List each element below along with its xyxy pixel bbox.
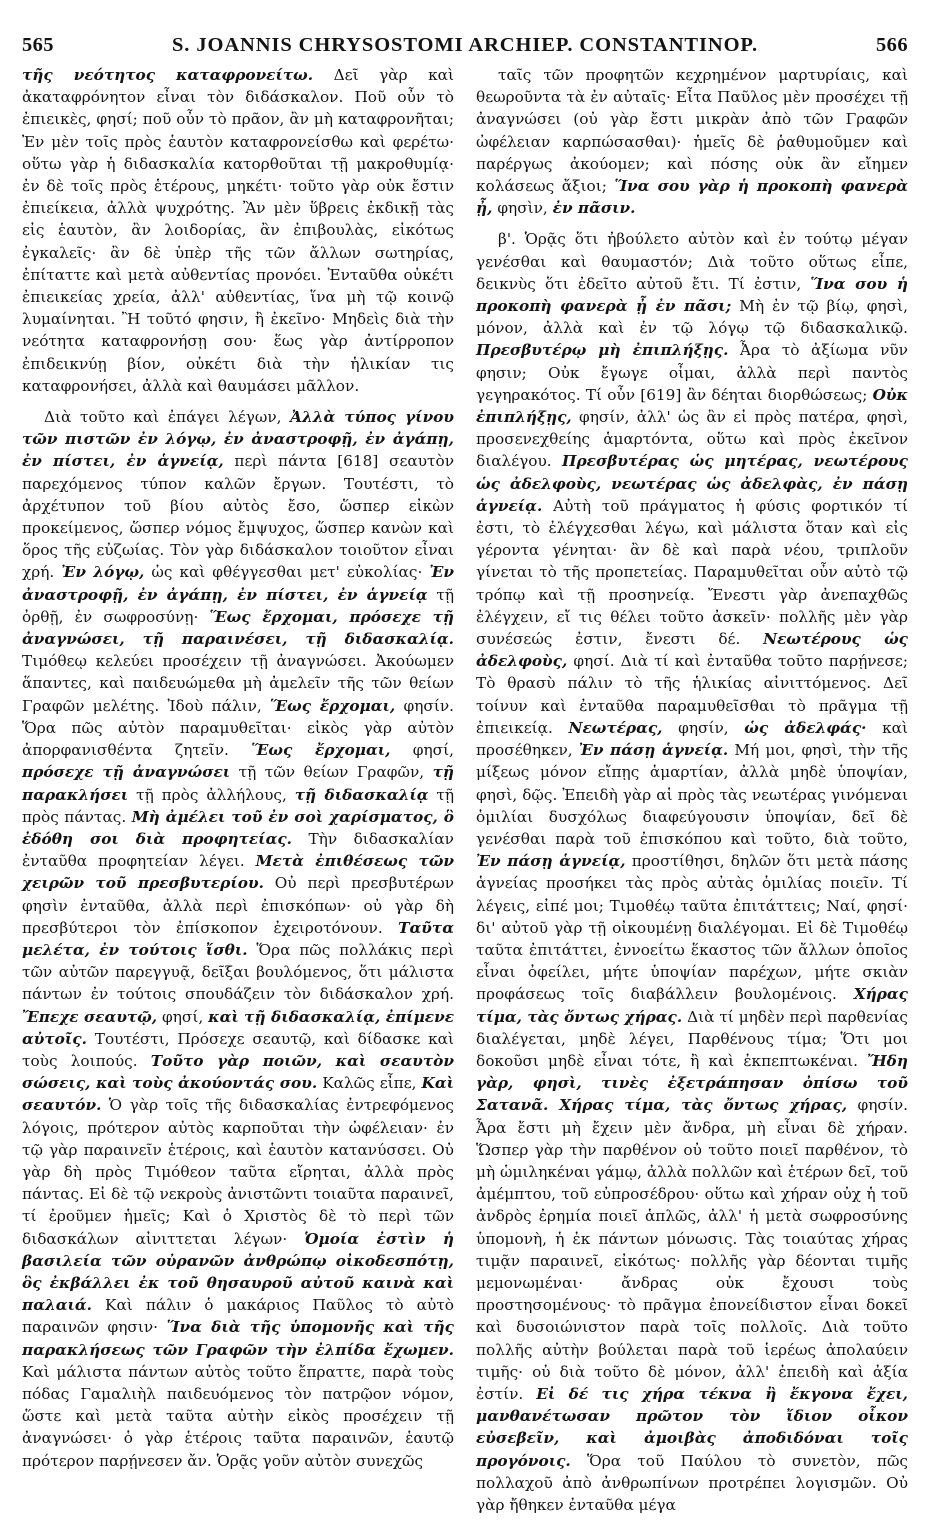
scripture-quote: ὡς ἀδελφάς·	[744, 718, 867, 737]
commentary-text: Ὅρα τοῦ Παύλου τὸ συνετὸν, πῶς πολλαχοῦ ἀπὸ ἀνθρωπίνων προτρέπει λογισμῶν. Οὐ γὰρ ἤθηκεν ἐνταῦθα μέγα	[476, 1451, 908, 1514]
scripture-quote: Μὴ ἀμέλει τοῦ ἐν σοὶ χαρίσματος, ὃ ἐδόθη σοι διὰ προφητείας.	[22, 807, 454, 848]
scripture-quote: Ἵνα διὰ τῆς ὑπομονῆς καὶ τῆς παρακλήσεως τῶν Γραφῶν τὴν ἐλπίδα ἔχωμεν.	[22, 1318, 454, 1359]
right-column-paragraph	[476, 228, 908, 1516]
commentary-text: Τιμόθεῳ κελεύει προσέχειν τῇ ἀναγνώσει. Ἀκούωμεν ἅπαντες, καὶ παιδευώμεθα μὴ ἀμελεῖν τῆς τῶν θείων Γραφῶν μελέτης. Ἰδοὺ πάλιν,	[22, 652, 454, 715]
scripture-quote: τῇ διδασκαλίᾳ	[294, 785, 429, 804]
right-column-paragraph	[476, 64, 908, 219]
scripture-quote: Ταῦτα μελέτα, ἐν τούτοις ἴσθι.	[22, 918, 454, 959]
scripture-quote: τῇ παρακλήσει	[22, 763, 454, 804]
running-header	[22, 34, 908, 60]
scripture-quote: Πρεσβυτέρῳ μὴ ἐπιπλήξῃς.	[476, 341, 729, 360]
commentary-text: τῇ πρὸς ἀλλήλους,	[128, 785, 295, 804]
commentary-text: Ὁ γὰρ τοῖς τῆς διδασκαλίας ἐντρεφόμενος λόγοις, πρότερον αὐτὸς καρποῦται τὴν ὠφέλειαν· ἐν τῷ γὰρ παραινεῖν ἑτέροις, καὶ ἑαυτὸν κατανύσσει. Οὐ γὰρ δὴ πρὸς Τιμόθεον ταῦτα εἴρηται, ἀλλὰ πρὸς πάντας. Εἰ δὲ τῷ νεκροὺς ἀνιστῶντι τοιαῦτα παραινεῖ, τί ἐροῦμεν ἡμεῖς; Καὶ ὁ Χριστὸς δὲ τὸ περὶ τῶν διδασκάλων αἰνιττεται λέγων·	[22, 1096, 454, 1248]
commentary-text: τῇ τῶν θείων Γραφῶν,	[230, 763, 433, 782]
scripture-quote: Εἰ δέ τις χήρα τέκνα ἢ ἔκγονα ἔχει, μανθανέτωσαν πρῶτον τὸν ἴδιον οἶκον εὐσεβεῖν, καὶ ἀμοιβὰς ἀποδιδόναι τοῖς προγόνοις.	[476, 1384, 908, 1470]
commentary-text: φησὶν,	[492, 199, 553, 218]
commentary-text: Τουτέστι, Πρόσεχε σεαυτῷ, καὶ δίδασκε καὶ τοὺς λοιπούς.	[22, 1029, 454, 1070]
left-column-paragraph	[22, 406, 454, 1472]
commentary-text: καὶ προσέθηκεν,	[476, 718, 908, 760]
commentary-text: Ἆρα τὸ ἀξίωμα νῦν φησιν; Οὐκ ἔγωγε οἶμαι, ἀλλὰ περὶ παντὸς γεγηρακότος. Τί οὖν [619] ἂν δέηται διορθώσεως;	[476, 341, 908, 404]
scripture-quote: πρόσεχε τῇ ἀναγνώσει	[22, 763, 231, 782]
page-number-right: 566	[876, 34, 908, 56]
commentary-text: φησίν. Ὅρα πῶς αὐτὸν παραμυθεῖται· εἰκὸς γὰρ αὐτὸν ἀπορφανισθέντα ζητεῖν.	[22, 696, 454, 760]
scripture-quote: Ἵνα σου γὰρ ἡ προκοπὴ φανερὰ ᾖ,	[476, 177, 908, 218]
right-column	[476, 64, 908, 1516]
commentary-text: προστίθησι, δηλῶν ὅτι μετὰ πάσης ἁγνείας προσήκει τὰς πρὸς αὐτὰς ὁμιλίας ποιεῖν. Τί λέγεις, εἰπέ μοι; Τιμοθέῳ ταῦτα ἐπιτάττεις; Ναί, φησί· δι' αὐτοῦ γὰρ τῇ οἰκουμένῃ διαλέγομαι. Εἰ δὲ Τιμοθέῳ ταῦτα ἐπιτάττει, ἐννοείτω ἕκαστος τῶν ἄλλων ὁποῖος εἶναι ὀφείλει, μήτε ὑποψίαν παρέχων, μήτε σκιὰν προφάσεως τοῖς διαβάλλειν βουλομένοις.	[476, 852, 909, 1004]
scripture-quote: Καὶ σεαυτόν.	[22, 1074, 454, 1115]
scripture-quote: Ἐν πάσῃ ἁγνείᾳ,	[476, 852, 626, 871]
commentary-text: Τὴν διδασκαλίαν ἐνταῦθα προφητείαν λέγει.	[22, 829, 454, 871]
scripture-quote: Ἐν πάσῃ ἁγνείᾳ.	[578, 741, 729, 760]
commentary-text: Δεῖ γὰρ καὶ ἀκαταφρόνητον εἶναι τὸν διδάσκαλον. Ποῦ οὖν τὸ ἐπιεικὲς, φησί; ποῦ οὖν τὸ πρᾶον, ἂν μὴ καταφρονῆται; Ἐν μὲν τοῖς πρὸς ἑαυτὸν καταφρονείσθω καὶ φερέτω· οὕτω γὰρ ἡ διδασκαλία κατορθοῦται τῇ μακροθυμίᾳ· ἐν δὲ τοῖς πρὸς ἑτέρους, μηκέτι· τοῦτο γὰρ οὐκ ἔστιν ἐπιείκεια, ἀλλὰ ψυχρότης. Ἂν μὲν ὕβρεις ἐκδικῇ τὰς εἰς ἑαυτὸν, ἂν λοιδορίας, ἂν ἐπιβουλὰς, εἰκότως ἐγκαλεῖς· ἂν δὲ ὑπὲρ τῆς τῶν ἄλλων σωτηρίας, ἐπίταττε καὶ μετὰ αὐθεντίας προνόει. Ἐνταῦθα οὐκέτι ἐπιεικείας χρεία, ἀλλ' αὐθεντίας, ἵνα μὴ τῷ κοινῷ λυμαίνηται. Ἢ τοῦτό φησιν, ἢ ἐκεῖνο· Μηδεὶς διὰ τὴν νεότητα καταφρονήσῃ σου· ἕως γὰρ ἀντίρροπον ἐπιδεικνύῃ βίον, οὐκέτι διὰ τὴν ἡλικίαν τις καταφρονήσει, ἀλλὰ καὶ θαυμάσει μᾶλλον.	[22, 66, 454, 395]
commentary-text: Διὰ τοῦτο καὶ ἐπάγει λέγων,	[44, 408, 291, 427]
commentary-text: Καὶ μάλιστα πάντων αὐτὸς τοῦτο ἔπραττε, παρὰ τοὺς πόδας Γαμαλιὴλ παιδευόμενος τὸν πατρῷον νόμον, ὥστε καὶ μετὰ ταῦτα αὐτὴν εἰκὸς προσέχειν τῇ ἀναγνώσει· ὁ γὰρ ἑτέροις ταῦτα παραινῶν, ἑαυτῷ πρότερον παρῄνεσεν ἄν. Ὁρᾷς γοῦν αὐτὸν συνεχῶς	[22, 1362, 454, 1470]
commentary-text: φησί,	[157, 1007, 209, 1026]
scripture-quote: Ὁμοία ἐστὶν ἡ βασιλεία τῶν οὐρανῶν ἀνθρώπῳ οἰκοδεσπότῃ, ὃς ἐκβάλλει ἐκ τοῦ θησαυροῦ αὐτοῦ καινὰ καὶ παλαιά.	[22, 1229, 454, 1315]
commentary-text: Ὅρα πῶς πολλάκις περὶ τῶν αὐτῶν παρεγγυᾷ, δεῖξαι βουλόμενος, ὅτι μάλιστα πάντων ἐν τούτοις σπουδάζειν τὸν διδάσκαλον χρή.	[22, 940, 454, 1004]
left-column	[22, 64, 454, 1516]
two-column-body	[22, 64, 908, 1516]
commentary-text: φησίν,	[662, 718, 745, 737]
commentary-text: φησί. Διὰ τί καὶ ἐνταῦθα τοῦτο παρῄνεσε; Τὸ θρασὺ πάλιν τὸ τῆς ἡλικίας αἰνιττόμενος. Δεῖ τοίνυν καὶ ἐνταῦθα παραμυθεῖσθαι τὸ πρᾶγμα τῇ ἐπιεικείᾳ.	[476, 652, 908, 737]
commentary-text: τῇ ὀρθῇ, ἐν σωφροσύνῃ·	[22, 585, 454, 626]
commentary-text: φησί,	[390, 741, 454, 760]
commentary-text: Αὐτὴ τοῦ πράγματος ἡ φύσις φορτικόν τί ἐστι, τὸ ἐλέγχεσθαι λέγω, καὶ μάλιστα ὅταν καὶ εἰς γέροντα γένηται· ἂν δὲ καὶ παρὰ νέου, τριπλοῦν γίνεται τὸ τῆς προπετείας. Παραμυθεῖται οὖν αὐτὸ τῷ τρόπῳ καὶ τῇ προσηνείᾳ. Ἔνεστι γὰρ ἀνεπαχθῶς ἐλέγχειν, εἴ τις θέλει τοῦτο ἀσκεῖν· πολλῆς μὲν γὰρ συνέσεώς ἐστιν, ἔνεστι δέ.	[476, 496, 908, 649]
scripture-quote: Ἐν λόγῳ,	[61, 563, 145, 582]
scripture-quote: Μετὰ ἐπιθέσεως τῶν χειρῶν τοῦ πρεσβυτερίου.	[22, 852, 455, 893]
commentary-text: Μή μοι, φησὶ, τὴν τῆς μίξεως μόνον εἴπῃς ἁμαρτίαν, ἀλλὰ μηδὲ ὑποψίαν, φησὶ, δῷς. Ἐπειδὴ γὰρ αἱ πρὸς τὰς νεωτέρας γινόμεναι ὁμιλίαι δυσχόλως διαφεύγουσιν ὑποψίαν, δεῖ δὲ γενέσθαι παρὰ τοῦ ἐπισκόπου καὶ τοῦτο, διὰ τοῦτο,	[476, 741, 908, 848]
scripture-quote: Χήρας τίμα, τὰς ὄντως χήρας.	[476, 985, 908, 1026]
running-title: S. JOANNIS CHRYSOSTOMI ARCHIEP. CONSTANTINOP.	[171, 34, 758, 56]
scripture-quote: Πρεσβυτέρας ὡς μητέρας, νεωτέρους ὡς ἀδελφοὺς, νεωτέρας ὡς ἀδελφὰς, ἐν πάσῃ ἁγνείᾳ.	[476, 452, 908, 515]
page-number-left: 565	[22, 34, 54, 56]
left-column-paragraph	[22, 64, 454, 397]
scripture-quote: Ἐν ἀναστροφῇ, ἐν ἀγάπῃ, ἐν πίστει, ἐν ἁγνείᾳ	[22, 563, 454, 604]
scripture-quote: Νεωτέρους ὡς ἀδελφοὺς,	[476, 630, 908, 671]
scripture-quote: καὶ τῇ διδασκαλίᾳ, ἐπίμενε αὐτοῖς.	[22, 1007, 454, 1048]
scripture-quote: Ἵνα σου ἡ προκοπὴ φανερὰ ᾖ ἐν πᾶσι;	[476, 274, 909, 316]
commentary-text: ταῖς τῶν προφητῶν κεχρημένον μαρτυρίαις, καὶ θεωροῦντα τὰ ἐν αὐταῖς· Εἶτα Παῦλος μὲν προσέχει τῇ ἀναγνώσει (οὐ γὰρ ἔστι μικρὰν ἀπὸ τῶν Γραφῶν ὠφέλειαν καρπώσασθαι)· ἡμεῖς δὲ ῥαθυμοῦμεν καὶ παρέργως ἀκούομεν; καὶ πόσης οὐκ ἂν εἴημεν κολάσεως ἄξιοι;	[476, 66, 908, 196]
scripture-quote: Ἔπεχε σεαυτῷ,	[22, 1007, 158, 1026]
scripture-quote: Οὐκ ἐπιπλήξῃς,	[476, 385, 908, 427]
scripture-quote: Τοῦτο γὰρ ποιῶν, καὶ σεαυτὸν σώσεις, καὶ τοὺς ἀκούοντάς σου.	[22, 1051, 454, 1093]
commentary-text: Καὶ πάλιν ὁ μακάριος Παῦλος τὸ αὐτὸ παραινῶν φησιν·	[22, 1296, 454, 1337]
commentary-text: φησίν. Ἆρα ἔστι μὴ ἔχειν μὲν ἄνδρα, μὴ εἶναι δὲ χήραν. Ὥσπερ γὰρ τὴν παρθένον οὐ τοῦτο ποιεῖ παρθένον, τὸ μὴ ὡμιληκέναι γάμῳ, ἀλλὰ πολλῶν καὶ ἑτέρων δεῖ, τοῦ ἀμέμπτου, τοῦ εὐπροσέδρου· οὕτω καὶ χήραν οὐχ ἡ τοῦ ἀνδρὸς ἐρημία ποιεῖ ἁπλῶς, ἀλλ' ἡ μετὰ σωφροσύνης ὑπομονὴ, ἡ ἐκ πάντων μόνωσις. Τὰς τοιαύτας χήρας τιμᾷν παραινεῖ, εἰκότως· πολλῆς γὰρ δέονται τιμῆς μεμονωμέναι· ἄνδρας οὐκ ἔχουσι τοὺς προστησομένους· τὸ πρᾶγμα ἐπονείδιστον εἶναι δοκεῖ καὶ δυσοιώνιστον παρὰ τοῖς πολλοῖς. Διὰ τοῦτο πολλῆς αὐτὴν βούλεται παρὰ τοῦ ἱερέως ἀπολαύειν τιμῆς· οὐ διὰ τοῦτο δὲ μόνον, ἀλλ' ἐπειδὴ καὶ ἀξία ἐστίν.	[476, 1096, 908, 1403]
scripture-quote: Ἕως ἔρχομαι, πρόσεχε τῇ ἀναγνώσει, τῇ παραινέσει, τῇ διδασκαλίᾳ.	[22, 607, 454, 649]
commentary-text: Μὴ ἐν τῷ βίῳ, φησὶ, μόνον, ἀλλὰ καὶ ἐν τῷ λόγῳ τῷ διδασκαλικῷ.	[476, 297, 908, 338]
commentary-text: τῇ πρὸς πάντας.	[22, 785, 455, 826]
scripture-quote: Ἕως ἔρχομαι,	[270, 696, 396, 715]
commentary-text: β'. Ὁρᾷς ὅτι ἠβούλετο αὐτὸν καὶ ἐν τούτῳ μέγαν γενέσθαι καὶ θαυμαστόν; Διὰ τοῦτο οὕτως εἶπε, δεικνὺς ὅτι ἐδεῖτο αὐτοῦ ἔτι. Τί ἐστιν,	[476, 230, 908, 293]
commentary-text: Διὰ τί μηδὲν περὶ παρθενίας διαλέγεται, μηδὲ λέγει, Παρθένους τίμα; Ὅτι μοι δοκοῦσι μηδὲ εἶναι τότε, ἢ καὶ ἐκπεπτωκέναι.	[476, 1007, 908, 1070]
scripture-quote: Ἕως ἔρχομαι,	[251, 741, 391, 760]
scripture-quote: Ἤδη γὰρ, φησὶ, τινὲς ἐξετράπησαν ὀπίσω τοῦ Σατανᾶ. Χήρας τίμα, τὰς ὄντως χήρας,	[476, 1051, 908, 1115]
commentary-text: ὡς καὶ φθέγγεσθαι μετ' εὐκολίας·	[144, 563, 430, 582]
scripture-quote: ἐν πᾶσιν.	[552, 199, 636, 218]
commentary-text: Καλῶς εἶπε,	[317, 1074, 422, 1093]
commentary-text: Οὐ περὶ πρεσβυτέρων φησὶν ἐνταῦθα, ἀλλὰ περὶ ἐπισκόπων· οὐ γὰρ δὴ πρεσβύτεροι τὸν ἐπίσκοπον ἐχειροτόνουν.	[22, 874, 455, 937]
scripture-quote: Νεωτέρας,	[568, 718, 663, 737]
commentary-text: περὶ πάντα [618] σεαυτὸν παρεχόμενος τύπον καλῶν ἔργων. Τουτέστι, τὸ ἀρχέτυπον τοῦ βίου αὐτὸς ἔσο, ὥσπερ εἰκὼν προκείμενος, ὥσπερ νόμος ἔμψυχος, ὥσπερ κανὼν καὶ ὅρος τῆς εὐζωίας. Τὸν γὰρ διδάσκαλον τοιοῦτον εἶναι χρή.	[22, 452, 454, 582]
scripture-quote: τῆς νεότητος καταφρονείτω.	[22, 66, 314, 84]
commentary-text: φησίν, ἀλλ' ὡς ἂν εἰ πρὸς πατέρα, φησὶ, προσενεχθείης ἁμαρτόντα, οὕτω καὶ πρὸς ἐκεῖνον διαλέγου.	[476, 408, 908, 471]
scripture-quote: Ἀλλὰ τύπος γίνου τῶν πιστῶν ἐν λόγῳ, ἐν ἀναστροφῇ, ἐν ἀγάπῃ, ἐν πίστει, ἐν ἁγνείᾳ,	[22, 408, 454, 471]
